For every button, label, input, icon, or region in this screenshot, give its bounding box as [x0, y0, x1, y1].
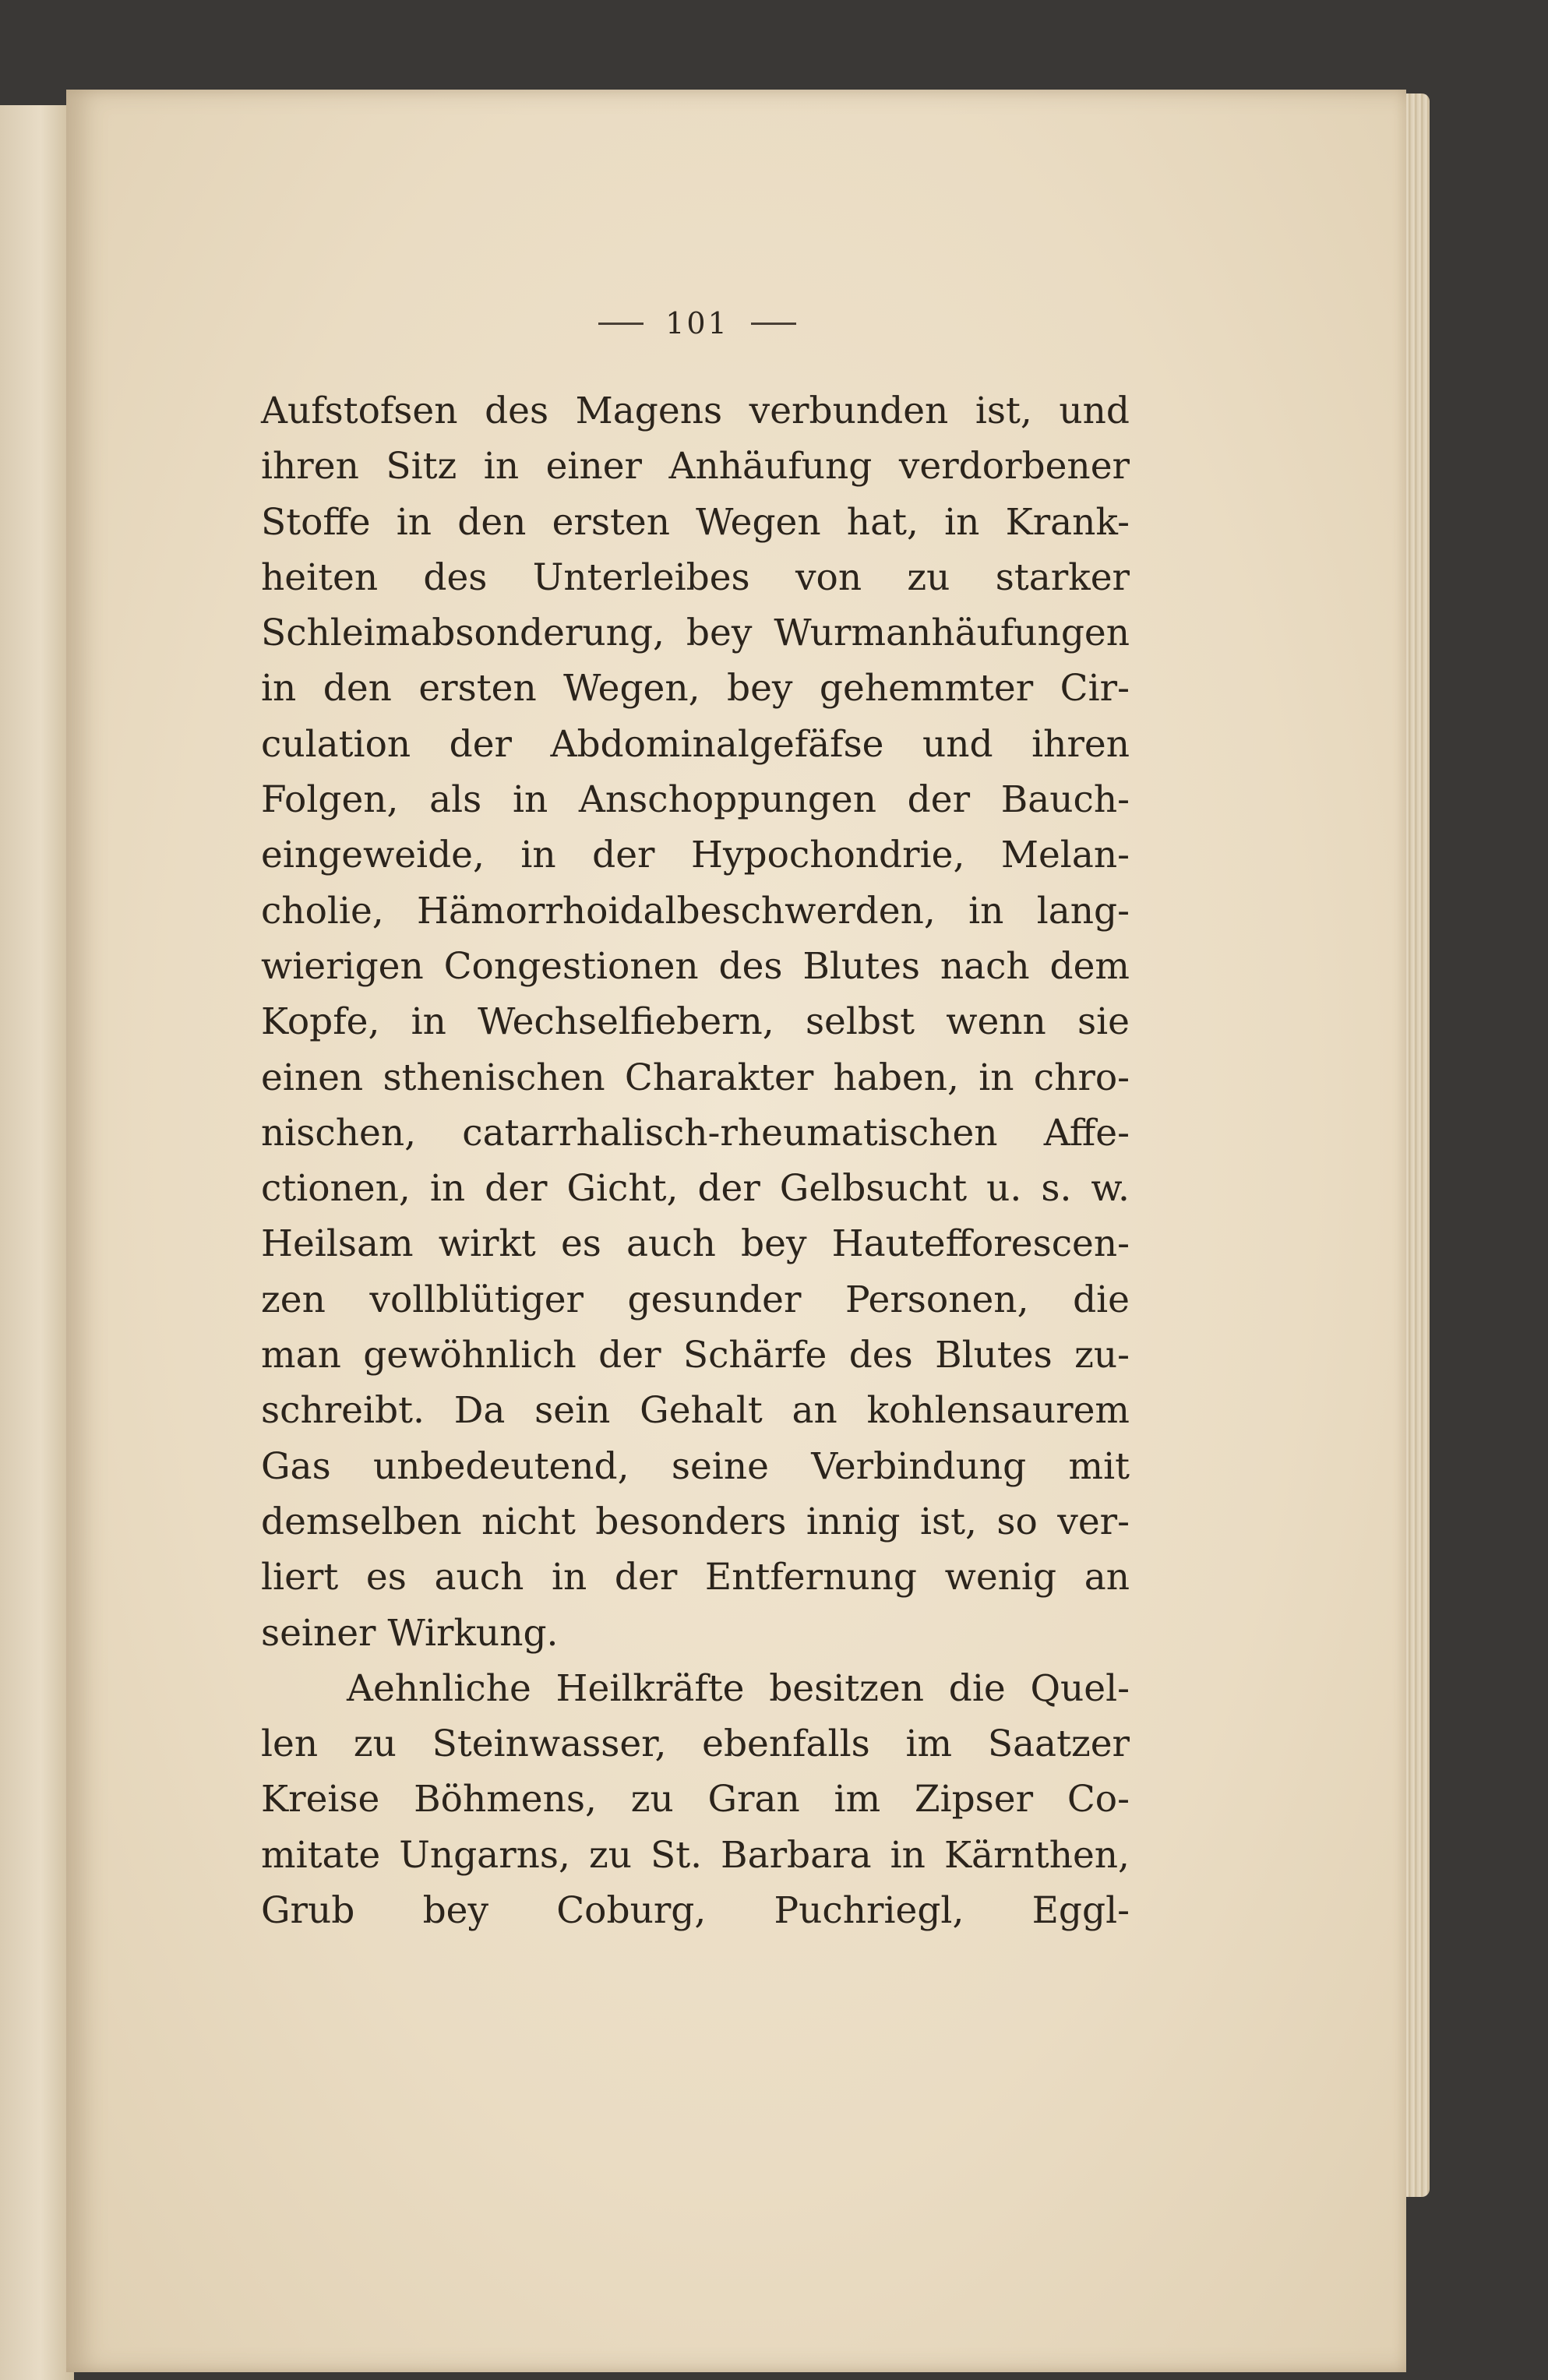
text-line: eingeweide, in der Hypochondrie, Melan- — [261, 834, 1130, 877]
text-line: cholie, Hämorrhoidalbeschwerden, in lang- — [261, 889, 1130, 933]
text-line: Gas unbedeutend, seine Verbindung mit — [261, 1444, 1130, 1488]
text-line: wierigen Congestionen des Blutes nach dem — [261, 944, 1130, 988]
text-line: nischen, catarrhalisch-rheumatischen Affe- — [261, 1111, 1130, 1155]
text-line: Kreise Böhmens, zu Gran im Zipser Co- — [261, 1778, 1130, 1821]
text-line: demselben nicht besonders innig ist, so ver- — [261, 1500, 1130, 1543]
text-line: ihren Sitz in einer Anhäufung verdorbener — [261, 445, 1130, 488]
page-number: 101 — [665, 306, 729, 340]
text-line: Kopfe, in Wechselfiebern, selbst wenn sie — [261, 1000, 1130, 1044]
text-line: Folgen, als in Anschoppungen der Bauch- — [261, 778, 1130, 822]
text-line: len zu Steinwasser, ebenfalls im Saatzer — [261, 1722, 1130, 1766]
text-line: Aufstofsen des Magens verbunden ist, und — [261, 390, 1130, 432]
text-line: zen vollblütiger gesunder Personen, die — [261, 1278, 1130, 1321]
text-line: culation der Abdominalgefäfse und ihren — [261, 722, 1130, 766]
text-line: ctionen, in der Gicht, der Gelbsucht u. s. w. — [261, 1167, 1130, 1211]
header-dash-right — [751, 323, 796, 325]
text-line: liert es auch in der Entfernung wenig an — [261, 1556, 1130, 1599]
text-line: Heilsam wirkt es auch bey Hautefforescen- — [261, 1222, 1130, 1266]
text-line: man gewöhnlich der Schärfe des Blutes zu- — [261, 1334, 1130, 1377]
text-line: schreibt. Da sein Gehalt an kohlensaurem — [261, 1389, 1130, 1433]
page-text — [261, 383, 1130, 1938]
text-line: Schleimabsonderung, bey Wurmanhäufungen — [261, 612, 1130, 655]
text-line: heiten des Unterleibes von zu starker — [261, 555, 1130, 599]
text-line: Stoffe in den ersten Wegen hat, in Krank- — [261, 500, 1130, 544]
page-header — [569, 300, 826, 347]
facing-page-edge — [0, 105, 74, 2380]
text-line: einen sthenischen Charakter haben, in chro- — [261, 1056, 1130, 1099]
text-line: Aehnliche Heilkräfte besitzen die Quel- — [347, 1666, 1130, 1710]
text-line: in den ersten Wegen, bey gehemmter Cir- — [261, 667, 1130, 710]
text-line: Grub bey Coburg, Puchriegl, Eggl- — [261, 1889, 1130, 1933]
text-line: seiner Wirkung. — [261, 1611, 559, 1655]
text-line: mitate Ungarns, zu St. Barbara in Kärnthen, — [261, 1833, 1130, 1877]
header-dash-left — [598, 323, 644, 325]
